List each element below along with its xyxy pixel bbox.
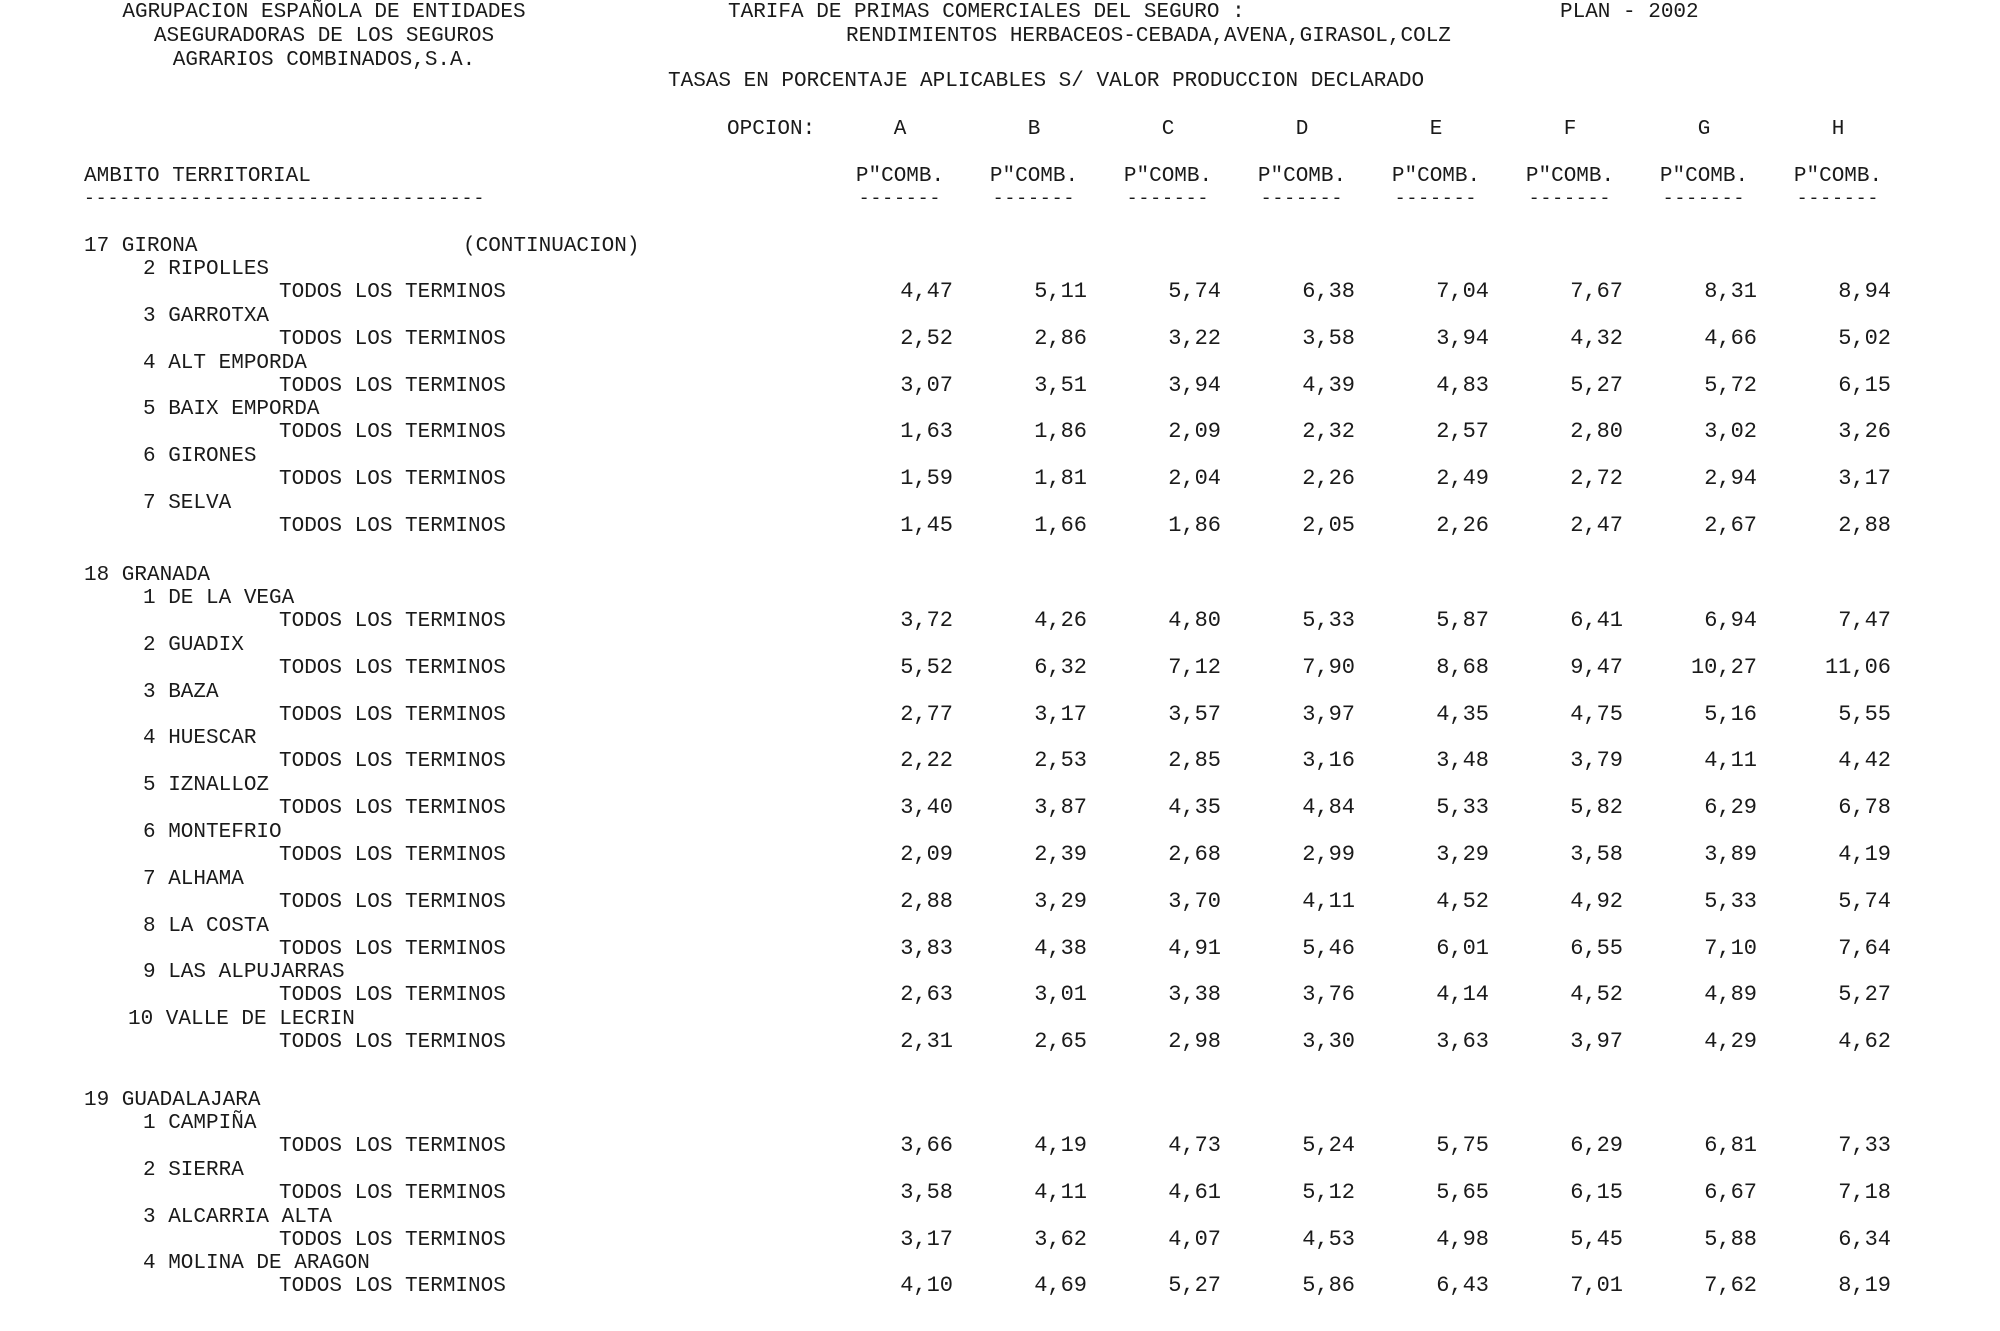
rate-cell-e: 4,52: [1436, 888, 1489, 914]
rate-cell-h: 8,19: [1838, 1273, 1891, 1299]
rate-cell-f: 5,27: [1570, 372, 1623, 398]
province-heading: 19 GUADALAJARA: [84, 1089, 261, 1112]
rate-cell-a: 3,17: [900, 1226, 953, 1252]
terms-label: TODOS LOS TERMINOS: [279, 750, 506, 774]
rate-cell-f: 7,67: [1570, 279, 1623, 304]
column-rule-c: -------: [1126, 189, 1210, 209]
rate-cell-b: 6,32: [1034, 654, 1087, 680]
comarca-name: 6 MONTEFRIO: [143, 821, 282, 844]
rate-cell-a: 1,59: [900, 466, 953, 492]
rate-cell-h: 6,15: [1838, 372, 1891, 398]
rate-cell-h: 4,62: [1838, 1029, 1891, 1055]
rate-cell-f: 4,32: [1570, 325, 1623, 351]
rate-cell-f: 6,29: [1570, 1133, 1623, 1158]
rate-cell-f: 5,45: [1570, 1226, 1623, 1252]
rate-cell-b: 4,38: [1034, 935, 1087, 961]
rate-cell-e: 2,57: [1436, 419, 1489, 445]
rate-cell-g: 5,88: [1704, 1226, 1757, 1252]
comarca-name: 2 GUADIX: [143, 633, 244, 657]
rate-cell-a: 3,40: [900, 795, 953, 821]
rate-cell-h: 4,42: [1838, 748, 1891, 774]
rate-cell-c: 2,09: [1168, 419, 1221, 445]
column-header-f: P"COMB.: [1525, 165, 1615, 188]
rate-cell-h: 4,19: [1838, 842, 1891, 867]
column-rule-f: -------: [1528, 189, 1612, 209]
rate-cell-g: 4,11: [1704, 748, 1757, 774]
rate-cell-b: 1,81: [1034, 466, 1087, 492]
rate-cell-f: 4,75: [1570, 701, 1623, 727]
rate-cell-b: 1,66: [1034, 513, 1087, 538]
terms-label: TODOS LOS TERMINOS: [279, 656, 506, 680]
rate-cell-f: 2,80: [1570, 419, 1623, 445]
terms-label: TODOS LOS TERMINOS: [279, 797, 506, 821]
rate-cell-b: 4,19: [1034, 1133, 1087, 1158]
rate-cell-g: 4,66: [1704, 325, 1757, 351]
rate-cell-a: 3,58: [900, 1179, 953, 1205]
rate-cell-c: 4,07: [1168, 1226, 1221, 1252]
comarca-name: 7 SELVA: [143, 492, 232, 515]
rate-cell-d: 5,86: [1302, 1273, 1355, 1299]
terms-label: TODOS LOS TERMINOS: [279, 281, 506, 304]
rate-cell-h: 3,26: [1838, 419, 1891, 445]
comarca-name: 1 CAMPIÑA: [143, 1112, 257, 1135]
rates-title: TASAS EN PORCENTAJE APLICABLES S/ VALOR PRODUCCION DECLARADO: [668, 70, 1425, 93]
rate-cell-g: 4,29: [1704, 1029, 1757, 1055]
rate-cell-h: 7,47: [1838, 608, 1891, 633]
rate-cell-f: 4,92: [1570, 888, 1623, 914]
province-heading: 18 GRANADA: [84, 564, 211, 587]
rate-cell-g: 5,16: [1704, 701, 1757, 727]
column-rule-b: -------: [992, 189, 1076, 209]
tariff-title: TARIFA DE PRIMAS COMERCIALES DEL SEGURO :: [728, 1, 1245, 24]
rate-cell-c: 1,86: [1168, 513, 1221, 538]
column-header-c: P"COMB.: [1123, 165, 1213, 188]
rate-cell-a: 3,66: [900, 1133, 953, 1158]
rate-cell-b: 4,26: [1034, 608, 1087, 633]
rate-cell-g: 2,67: [1704, 513, 1757, 538]
comarca-name: 8 LA COSTA: [143, 914, 270, 938]
terms-label: TODOS LOS TERMINOS: [279, 890, 506, 914]
rate-cell-a: 2,63: [900, 982, 953, 1008]
comarca-name: 4 HUESCAR: [143, 727, 257, 751]
rate-cell-c: 3,22: [1168, 325, 1221, 351]
rate-cell-g: 4,89: [1704, 982, 1757, 1008]
terms-label: TODOS LOS TERMINOS: [279, 984, 506, 1008]
rate-cell-e: 3,63: [1436, 1029, 1489, 1055]
rate-cell-g: 7,62: [1704, 1273, 1757, 1299]
rate-cell-e: 6,43: [1436, 1273, 1489, 1299]
rate-cell-a: 3,07: [900, 372, 953, 398]
rate-cell-d: 5,24: [1302, 1133, 1355, 1158]
rate-cell-c: 4,35: [1168, 795, 1221, 821]
option-letter-d: D: [1295, 118, 1309, 141]
rate-cell-d: 2,32: [1302, 419, 1355, 445]
rate-cell-h: 3,17: [1838, 466, 1891, 492]
rate-cell-f: 9,47: [1570, 654, 1623, 680]
comarca-name: 5 BAIX EMPORDA: [143, 398, 320, 422]
column-rule-h: -------: [1796, 189, 1880, 209]
rate-cell-e: 5,87: [1436, 608, 1489, 633]
rate-cell-g: 2,94: [1704, 466, 1757, 492]
rate-cell-f: 6,55: [1570, 935, 1623, 961]
rate-cell-d: 3,97: [1302, 701, 1355, 727]
terms-label: TODOS LOS TERMINOS: [279, 703, 506, 727]
comarca-name: 3 GARROTXA: [143, 304, 270, 328]
ambito-territorial-label: AMBITO TERRITORIAL: [84, 165, 311, 188]
rate-cell-e: 5,75: [1436, 1133, 1489, 1158]
rate-cell-d: 2,99: [1302, 842, 1355, 867]
option-letter-b: B: [1027, 118, 1041, 141]
option-label: OPCION:: [727, 118, 816, 141]
comarca-name: 2 RIPOLLES: [143, 258, 270, 281]
rate-cell-c: 4,61: [1168, 1179, 1221, 1205]
rate-cell-f: 6,15: [1570, 1179, 1623, 1205]
rate-cell-d: 2,05: [1302, 513, 1355, 538]
column-header-d: P"COMB.: [1257, 165, 1347, 188]
rate-cell-b: 4,69: [1034, 1273, 1087, 1299]
rate-cell-b: 3,87: [1034, 795, 1087, 821]
comarca-name: 5 IZNALLOZ: [143, 774, 270, 798]
plan-label: PLAN - 2002: [1560, 1, 1699, 24]
terms-label: TODOS LOS TERMINOS: [279, 515, 506, 538]
rate-cell-g: 7,10: [1704, 935, 1757, 961]
rate-cell-c: 4,91: [1168, 935, 1221, 961]
rate-cell-e: 3,48: [1436, 748, 1489, 774]
option-letter-c: C: [1161, 118, 1175, 141]
rate-cell-e: 2,26: [1436, 513, 1489, 538]
rate-cell-d: 5,46: [1302, 935, 1355, 961]
rate-cell-d: 3,30: [1302, 1029, 1355, 1055]
comarca-name: 9 LAS ALPUJARRAS: [143, 961, 345, 985]
rate-cell-c: 2,68: [1168, 842, 1221, 867]
terms-label: TODOS LOS TERMINOS: [279, 937, 506, 961]
rate-cell-d: 4,53: [1302, 1226, 1355, 1252]
rate-cell-e: 4,83: [1436, 372, 1489, 398]
rate-cell-c: 4,80: [1168, 608, 1221, 633]
rate-cell-f: 3,79: [1570, 748, 1623, 774]
rate-cell-g: 10,27: [1690, 654, 1757, 680]
rate-cell-c: 5,74: [1168, 279, 1221, 304]
rate-cell-d: 3,16: [1302, 748, 1355, 774]
rate-cell-a: 5,52: [900, 654, 953, 680]
rate-cell-h: 8,94: [1838, 279, 1891, 304]
rate-cell-h: 5,02: [1838, 325, 1891, 351]
org-line-1: AGRUPACION ESPAÑOLA DE ENTIDADES: [122, 1, 526, 24]
rate-cell-d: 4,11: [1302, 888, 1355, 914]
rate-cell-e: 4,35: [1436, 701, 1489, 727]
rate-cell-f: 4,52: [1570, 982, 1623, 1008]
rate-cell-h: 5,27: [1838, 982, 1891, 1008]
rate-cell-g: 5,72: [1704, 372, 1757, 398]
rate-cell-h: 7,18: [1838, 1179, 1891, 1205]
rate-cell-d: 6,38: [1302, 279, 1355, 304]
rate-cell-b: 2,65: [1034, 1029, 1087, 1055]
terms-label: TODOS LOS TERMINOS: [279, 1135, 506, 1158]
rate-cell-h: 7,33: [1838, 1133, 1891, 1158]
terms-label: TODOS LOS TERMINOS: [279, 1181, 506, 1205]
rate-cell-a: 2,52: [900, 325, 953, 351]
terms-label: TODOS LOS TERMINOS: [279, 468, 506, 492]
rate-cell-e: 7,04: [1436, 279, 1489, 304]
rate-cell-g: 6,94: [1704, 608, 1757, 633]
comarca-name: 1 DE LA VEGA: [143, 587, 295, 610]
column-header-a: P"COMB.: [855, 165, 945, 188]
rate-cell-f: 2,47: [1570, 513, 1623, 538]
rate-cell-a: 1,63: [900, 419, 953, 445]
rate-cell-a: 2,88: [900, 888, 953, 914]
comarca-name: 10 VALLE DE LECRIN: [128, 1008, 355, 1032]
rate-cell-d: 5,12: [1302, 1179, 1355, 1205]
option-letter-h: H: [1831, 118, 1845, 141]
rate-cell-g: 3,89: [1704, 842, 1757, 867]
option-letter-f: F: [1563, 118, 1577, 141]
rate-cell-f: 5,82: [1570, 795, 1623, 821]
rate-cell-e: 4,14: [1436, 982, 1489, 1008]
rate-cell-b: 3,62: [1034, 1226, 1087, 1252]
rate-cell-e: 5,65: [1436, 1179, 1489, 1205]
rate-cell-h: 7,64: [1838, 935, 1891, 961]
rate-cell-b: 4,11: [1034, 1179, 1087, 1205]
column-rule-e: -------: [1394, 189, 1478, 209]
rate-cell-e: 4,98: [1436, 1226, 1489, 1252]
rate-cell-g: 6,29: [1704, 795, 1757, 821]
comarca-name: 6 GIRONES: [143, 445, 257, 469]
terms-label: TODOS LOS TERMINOS: [279, 1275, 506, 1299]
crops-subtitle: RENDIMIENTOS HERBACEOS-CEBADA,AVENA,GIRASOL,COLZ: [846, 25, 1451, 48]
option-letter-g: G: [1697, 118, 1711, 141]
column-header-b: P"COMB.: [989, 165, 1079, 188]
rate-cell-f: 6,41: [1570, 608, 1623, 633]
rate-cell-c: 2,04: [1168, 466, 1221, 492]
rate-cell-g: 6,67: [1704, 1179, 1757, 1205]
rate-cell-b: 2,86: [1034, 325, 1087, 351]
rate-cell-e: 5,33: [1436, 795, 1489, 821]
option-letter-a: A: [893, 118, 907, 141]
rate-cell-b: 3,17: [1034, 701, 1087, 727]
rate-cell-b: 1,86: [1034, 419, 1087, 445]
rate-cell-d: 3,58: [1302, 325, 1355, 351]
rate-cell-c: 3,70: [1168, 888, 1221, 914]
rate-cell-a: 3,83: [900, 935, 953, 961]
rate-cell-d: 3,76: [1302, 982, 1355, 1008]
rate-cell-g: 8,31: [1704, 279, 1757, 304]
rate-cell-a: 4,10: [900, 1273, 953, 1299]
column-header-g: P"COMB.: [1659, 165, 1749, 188]
terms-label: TODOS LOS TERMINOS: [279, 421, 506, 445]
terms-label: TODOS LOS TERMINOS: [279, 374, 506, 398]
rate-cell-c: 3,38: [1168, 982, 1221, 1008]
rate-cell-d: 4,39: [1302, 372, 1355, 398]
rate-cell-c: 2,98: [1168, 1029, 1221, 1055]
rate-cell-d: 5,33: [1302, 608, 1355, 633]
rate-cell-d: 4,84: [1302, 795, 1355, 821]
rate-cell-b: 3,51: [1034, 372, 1087, 398]
rate-cell-a: 2,77: [900, 701, 953, 727]
rate-cell-g: 6,81: [1704, 1133, 1757, 1158]
rate-cell-f: 7,01: [1570, 1273, 1623, 1299]
rate-cell-h: 2,88: [1838, 513, 1891, 538]
rate-cell-a: 2,31: [900, 1029, 953, 1055]
rate-cell-a: 4,47: [900, 279, 953, 304]
rate-cell-a: 3,72: [900, 608, 953, 633]
terms-label: TODOS LOS TERMINOS: [279, 327, 506, 351]
column-rule-a: -------: [858, 189, 942, 209]
column-rule-g: -------: [1662, 189, 1746, 209]
province-note: (CONTINUACION): [463, 235, 640, 258]
comarca-name: 4 ALT EMPORDA: [143, 351, 307, 375]
terms-label: TODOS LOS TERMINOS: [279, 610, 506, 633]
comarca-name: 3 ALCARRIA ALTA: [143, 1205, 333, 1229]
org-line-2: ASEGURADORAS DE LOS SEGUROS: [153, 25, 495, 48]
rate-cell-b: 3,01: [1034, 982, 1087, 1008]
comarca-name: 4 MOLINA DE ARAGON: [143, 1252, 370, 1276]
ambito-rule: ----------------------------------: [84, 189, 486, 209]
rate-cell-b: 5,11: [1034, 279, 1087, 304]
rate-cell-h: 5,74: [1838, 888, 1891, 914]
rate-cell-g: 3,02: [1704, 419, 1757, 445]
rate-cell-c: 5,27: [1168, 1273, 1221, 1299]
rate-cell-c: 3,94: [1168, 372, 1221, 398]
rate-cell-a: 2,09: [900, 842, 953, 867]
rate-cell-b: 3,29: [1034, 888, 1087, 914]
comarca-name: 7 ALHAMA: [143, 867, 244, 891]
rate-cell-e: 6,01: [1436, 935, 1489, 961]
org-line-3: AGRARIOS COMBINADOS,S.A.: [172, 49, 476, 72]
rate-cell-b: 2,53: [1034, 748, 1087, 774]
rate-cell-c: 4,73: [1168, 1133, 1221, 1158]
rate-cell-f: 2,72: [1570, 466, 1623, 492]
terms-label: TODOS LOS TERMINOS: [279, 1031, 506, 1055]
rate-cell-d: 2,26: [1302, 466, 1355, 492]
rate-cell-e: 3,94: [1436, 325, 1489, 351]
column-header-h: P"COMB.: [1793, 165, 1883, 188]
terms-label: TODOS LOS TERMINOS: [279, 1228, 506, 1252]
province-heading: 17 GIRONA: [84, 235, 198, 258]
rate-cell-f: 3,97: [1570, 1029, 1623, 1055]
rate-cell-h: 6,34: [1838, 1226, 1891, 1252]
rate-cell-a: 2,22: [900, 748, 953, 774]
rate-cell-b: 2,39: [1034, 842, 1087, 867]
rate-cell-c: 7,12: [1168, 654, 1221, 680]
column-header-e: P"COMB.: [1391, 165, 1481, 188]
rate-cell-c: 2,85: [1168, 748, 1221, 774]
column-rule-d: -------: [1260, 189, 1344, 209]
terms-label: TODOS LOS TERMINOS: [279, 844, 506, 867]
rate-cell-a: 1,45: [900, 513, 953, 538]
rate-cell-e: 8,68: [1436, 654, 1489, 680]
rate-cell-f: 3,58: [1570, 842, 1623, 867]
rate-cell-g: 5,33: [1704, 888, 1757, 914]
rate-cell-c: 3,57: [1168, 701, 1221, 727]
option-letter-e: E: [1429, 118, 1443, 141]
rate-cell-d: 7,90: [1302, 654, 1355, 680]
rate-cell-e: 3,29: [1436, 842, 1489, 867]
comarca-name: 2 SIERRA: [143, 1158, 244, 1182]
rate-cell-h: 5,55: [1838, 701, 1891, 727]
rate-cell-e: 2,49: [1436, 466, 1489, 492]
rate-cell-h: 6,78: [1838, 795, 1891, 821]
comarca-name: 3 BAZA: [143, 680, 219, 704]
rate-cell-h: 11,06: [1824, 654, 1891, 680]
